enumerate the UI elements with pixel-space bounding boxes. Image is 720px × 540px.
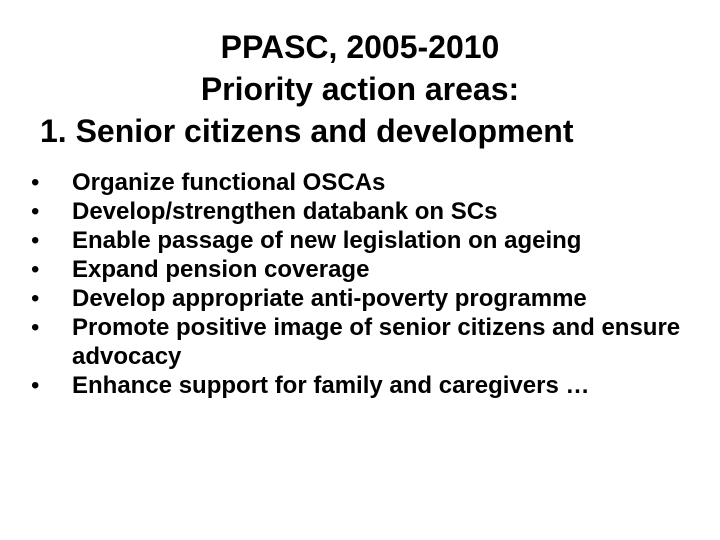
bullet-text: Promote positive image of senior citizens and ensure advocacy (72, 314, 681, 370)
bullet-item-pension (0, 255, 712, 284)
bullet-icon: • (31, 372, 40, 399)
title-line-3: 1. Senior citizens and development (40, 113, 574, 149)
bullet-icon: • (31, 198, 40, 225)
bullet-text: Enable passage of new legislation on ageing (72, 227, 582, 254)
bullet-text: Organize functional OSCAs (72, 169, 386, 196)
bullet-list (0, 168, 720, 400)
bullet-item-caregivers (0, 371, 712, 400)
bullet-item-anti-poverty (0, 284, 712, 313)
bullet-text: Expand pension coverage (72, 256, 370, 283)
bullet-icon: • (31, 256, 40, 283)
bullet-item-organize-oscas (0, 168, 712, 197)
bullet-icon: • (31, 169, 40, 196)
bullet-text: Develop/strengthen databank on SCs (72, 198, 498, 225)
slide-title (40, 26, 680, 152)
bullet-icon: • (31, 314, 40, 341)
bullet-icon: • (31, 227, 40, 254)
bullet-item-positive-image (0, 313, 712, 371)
bullet-item-legislation (0, 226, 712, 255)
bullet-icon: • (31, 285, 40, 312)
bullet-item-databank (0, 197, 712, 226)
bullet-text: Develop appropriate anti-poverty programme (72, 285, 587, 312)
title-line-2: Priority action areas: (200, 71, 520, 107)
bullet-text: Enhance support for family and caregivers … (72, 372, 590, 399)
title-line-1: PPASC, 2005-2010 (220, 29, 500, 65)
